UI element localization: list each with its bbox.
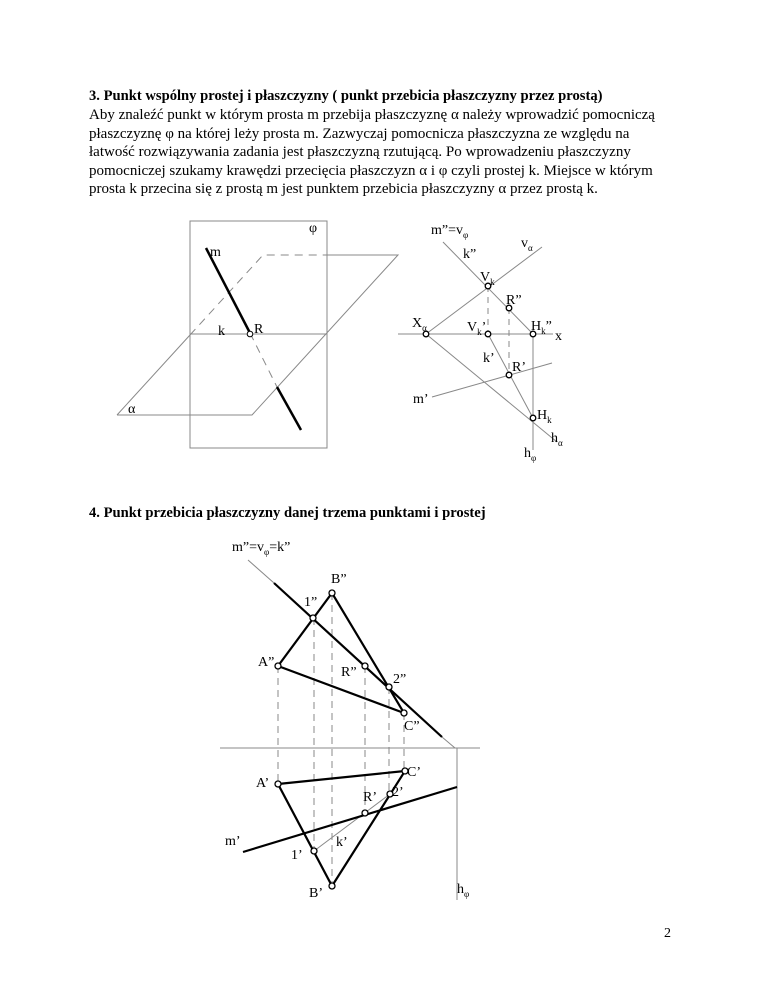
point-label: C’ bbox=[407, 765, 421, 780]
point-label: $V_k$’ bbox=[467, 320, 487, 337]
triangle-ABC-prime bbox=[278, 771, 405, 886]
point-A-double-prime bbox=[275, 663, 281, 669]
point-label: A’ bbox=[256, 776, 270, 791]
line-m-prime bbox=[432, 363, 552, 397]
point-C-double-prime bbox=[401, 710, 407, 716]
point-label: $h_\varphi$ bbox=[524, 446, 537, 463]
point-1-double-prime bbox=[310, 615, 316, 621]
line-m-visible bbox=[206, 248, 250, 333]
point-label: $m”=v_\varphi=k$” bbox=[232, 540, 291, 557]
point-label: α bbox=[128, 402, 136, 417]
point-1-prime bbox=[311, 848, 317, 854]
line-m-visible-lower bbox=[277, 387, 301, 430]
point-label: k’ bbox=[483, 351, 495, 366]
point-label: R” bbox=[506, 293, 522, 308]
point-label: k bbox=[218, 324, 225, 339]
point-label: $h_\alpha$ bbox=[551, 431, 563, 448]
point-label: B” bbox=[331, 572, 347, 587]
section-4-heading: 4. Punkt przebicia płaszczyzny danej trzema punktami i prostej bbox=[89, 505, 486, 521]
line-k-prime bbox=[314, 794, 390, 851]
point-label: R bbox=[254, 322, 264, 337]
point-label: m bbox=[210, 245, 221, 260]
point-label: 1” bbox=[304, 595, 318, 610]
point-label: k’ bbox=[336, 835, 348, 850]
point-label: 2’ bbox=[392, 785, 404, 800]
paragraph-line: płaszczyznę φ na której leży prosta m. Zazwyczaj pomocnicza płaszczyzna ze względu na bbox=[89, 125, 630, 142]
paragraph-line: Aby znaleźć punkt w którym prosta m przebija płaszczyznę α należy wprowadzić pomocniczą bbox=[89, 107, 655, 123]
point-label: $H_k$ bbox=[537, 408, 552, 425]
point-label: 2” bbox=[393, 672, 407, 687]
triangle-ABC-double-prime bbox=[278, 593, 407, 713]
point-Hk bbox=[530, 415, 536, 421]
figure-labels bbox=[128, 221, 563, 901]
point-label: R” bbox=[341, 665, 357, 680]
section-3-heading: 3. Punkt wspólny prostej i płaszczyzny ( punkt przebicia płaszczyzny przez prostą) bbox=[89, 88, 603, 104]
point-label: $h_\varphi$ bbox=[457, 882, 470, 899]
point-label: C” bbox=[404, 719, 420, 734]
point-label: R’ bbox=[363, 790, 377, 805]
point-R-double-prime bbox=[362, 663, 368, 669]
point-label: B’ bbox=[309, 886, 323, 901]
point-B-double-prime bbox=[329, 590, 335, 596]
page-number: 2 bbox=[664, 926, 671, 941]
line-m-hidden bbox=[250, 333, 277, 387]
point-label: A” bbox=[258, 655, 275, 670]
point-label: 1’ bbox=[291, 848, 303, 863]
point-R-prime bbox=[362, 810, 368, 816]
paragraph-line: pomocniczej szukamy krawędzi przecięcia płaszczyzn α i φ czyli prostej k. Miejsce w którym bbox=[89, 162, 653, 179]
point-label: φ bbox=[309, 221, 318, 236]
point-label: $X_\alpha$ bbox=[412, 316, 427, 333]
point-R-prime bbox=[506, 372, 512, 378]
paragraph-line: prosta k przecina się z prostą m jest punktem przebicia płaszczyzny α przez prostą k. bbox=[89, 181, 598, 198]
line-m-prime bbox=[243, 787, 457, 852]
point-label: $H_k$” bbox=[531, 319, 552, 336]
paragraph-line: łatwość rozwiązywania zadania jest płaszczyzną rzutującą. Po wprowadzeniu płaszczyzny bbox=[89, 144, 631, 161]
point-R bbox=[247, 331, 253, 337]
point-2-double-prime bbox=[386, 684, 392, 690]
line-m-double-prime-ext bbox=[442, 737, 455, 748]
line-m-double-prime bbox=[274, 583, 442, 737]
point-label: m’ bbox=[413, 392, 429, 407]
line-m-double-prime-ext bbox=[248, 560, 274, 583]
point-label: $m”=v_\varphi$ bbox=[431, 223, 469, 240]
point-label: $v_\alpha$ bbox=[521, 236, 533, 253]
point-B-prime bbox=[329, 883, 335, 889]
point-label: k” bbox=[463, 247, 477, 262]
point-label: $V_k$ bbox=[480, 270, 495, 287]
point-label: m’ bbox=[225, 834, 241, 849]
figure-triangle-plane bbox=[220, 560, 480, 900]
point-label: R’ bbox=[512, 360, 526, 375]
point-A-prime bbox=[275, 781, 281, 787]
point-label: x bbox=[555, 329, 562, 344]
